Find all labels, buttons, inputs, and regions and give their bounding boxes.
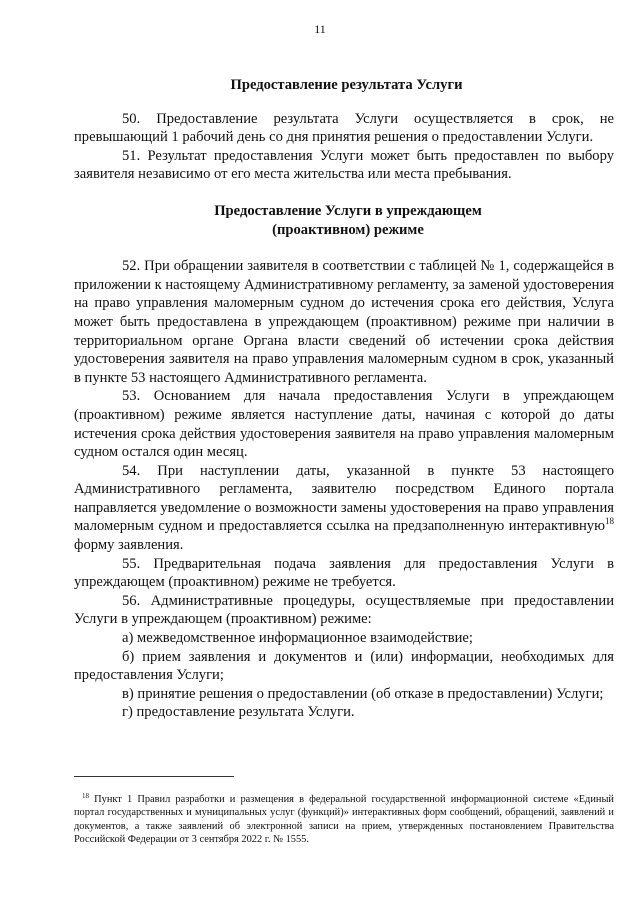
- section-heading-proactive: [74, 202, 614, 239]
- paragraph-52: 52. При обращении заявителя в соответствии с таблицей № 1, содержащейся в приложении к настоящему Административному регламенту, за заменой удостоверения на право управления маломерным судном до истечения срока его действия, Услуга может быть предоставлена в упреждающем (проактивном) режиме при наличии в территориальном органе Органа власти сведений об истечении срока действия удостоверения заявителя на право управления маломерным судном в срок, указанный в пункте 53 настоящего Административного регламента.: [74, 258, 614, 386]
- section-heading-result: Предоставление результата Услуги: [230, 77, 463, 93]
- page-number: 11: [314, 22, 326, 36]
- paragraph-54: [74, 462, 614, 555]
- footnote-divider: [74, 776, 234, 777]
- list-item-g: г) предоставление результата Услуги.: [122, 704, 355, 721]
- paragraph-51: 51. Результат предоставления Услуги может быть предоставлен по выбору заявителя независимо от его места жительства или места пребывания.: [74, 147, 614, 183]
- list-item-v: в) принятие решения о предоставлении (об отказе в предоставлении) Услуги;: [122, 685, 604, 702]
- section-heading-line-2: (проактивном) режиме: [272, 221, 424, 238]
- paragraph-55: 55. Предварительная подача заявления для предоставления Услуги в упреждающем (проактивном) режиме не требуется.: [74, 555, 614, 591]
- section-heading-line-1: Предоставление Услуги в упреждающем: [214, 202, 482, 219]
- paragraph-50: 50. Предоставление результата Услуги осуществляется в срок, не превышающий 1 рабочий день со дня принятия решения о предоставлении Услуги.: [74, 110, 614, 146]
- footnote-mark: 18: [82, 792, 89, 800]
- list-item-b: б) прием заявления и документов и (или) информации, необходимых для предоставления Услуги;: [74, 648, 614, 684]
- paragraph-54-tail: форму заявления.: [74, 537, 184, 554]
- document-body: [74, 76, 614, 722]
- list-item-a: а) межведомственное информационное взаимодействие;: [122, 630, 473, 647]
- footnote-18: [74, 793, 614, 847]
- paragraph-54-text: 54. При наступлении даты, указанной в пункте 53 настоящего Административного регламента, заявителю посредством Единого портала направляется уведомление о возможности замены удостоверения на право управления маломерным судном и предоставляется ссылка на предзаполненную интерактивную: [74, 462, 614, 535]
- footnote-reference-18[interactable]: 18: [605, 516, 614, 527]
- paragraph-53: 53. Основанием для начала предоставления Услуги в упреждающем (проактивном) режиме является наступление даты, начиная с которой до даты истечения срока действия удостоверения заявителя на право управления маломерным судном остался один месяц.: [74, 388, 614, 461]
- footnote-text: Пункт 1 Правил разработки и размещения в федеральной государственной информационной системе «Единый портал государственных и муниципальных услуг (функций)» интерактивных форм сообщений, обращений, заявлений и документов, а также заявлений об электронной записи на прием, утвержденных постановлением Правительства Российской Федерации от 3 сентября 2022 г. № 1555.: [74, 794, 614, 846]
- paragraph-56: 56. Административные процедуры, осуществляемые при предоставлении Услуги в упреждающем (проактивном) режиме:: [74, 592, 614, 628]
